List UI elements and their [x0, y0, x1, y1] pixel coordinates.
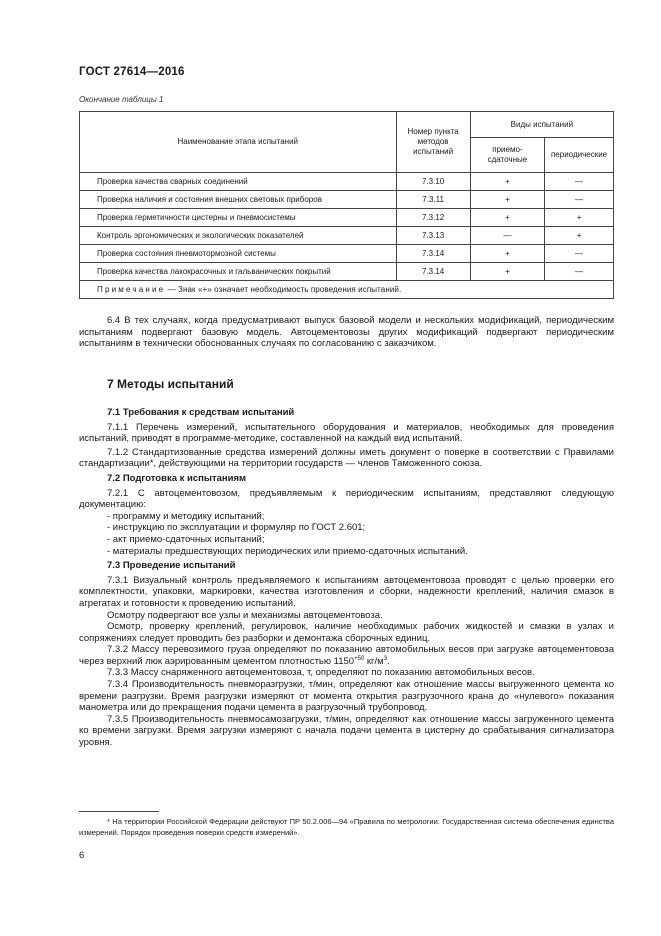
col-header-types: Виды испытаний — [470, 112, 613, 138]
col-header-name: Наименование этапа испытаний — [80, 112, 397, 173]
table-row — [80, 191, 614, 209]
section-7-title: 7 Методы испытаний — [107, 377, 234, 391]
heading-7-1: 7.1 Требования к средствам испытаний — [107, 407, 295, 418]
paragraph-7-2-1: 7.2.1 С автоцементовозом, предъявляемым к периодическим испытаниям, представляют следующую документацию: — [79, 487, 614, 511]
row-acceptance: + — [470, 245, 544, 263]
table-note-row — [80, 281, 614, 299]
row-method: 7.3.14 — [396, 263, 470, 281]
unit-exponent: 3 — [383, 655, 388, 662]
footnote-text: * На территории Российской Федерации действуют ПР 50.2.006—94 «Правила по метрологии. Государственная система обеспечения единства измерений. Порядок проведения поверки средств измерений». — [79, 817, 614, 837]
paragraph-6-4: 6.4 В тех случаях, когда предусматривают выпуск базовой модели и нескольких модификаций, периодическим испытаниям подвергают базовую модель. Автоцементовозы других модификаций подвергают периодическим испытаниям в технически обоснованных случаях по согласованию с заказчиком. — [79, 315, 614, 350]
col-header-acceptance: приемо-сдаточные — [470, 138, 544, 173]
row-method: 7.3.14 — [396, 245, 470, 263]
row-acceptance: + — [470, 173, 544, 191]
heading-7-2: 7.2 Подготовка к испытаниям — [107, 472, 247, 484]
row-name: Проверка состояния пневмотормозной системы — [80, 245, 397, 263]
row-periodic: — — [545, 245, 614, 263]
row-name: Проверка качества сварных соединений — [80, 173, 397, 191]
note-text: — Знак «+» означает необходимость проведения испытаний. — [165, 285, 402, 294]
heading-7-3: 7.3 Проведение испытаний — [107, 560, 236, 572]
row-acceptance: — — [470, 227, 544, 245]
paragraph-7-1-2: 7.1.2 Стандартизованные средства измерений должны иметь документ о поверке в соответствии с Правилами стандартизации*, действующими на территории государств — членов Таможенного союза. — [79, 446, 614, 470]
note-label: Примечание — [97, 285, 166, 294]
list-item: - инструкцию по эксплуатации и формуляр по ГОСТ 2.601; — [107, 522, 366, 534]
footnote-divider — [79, 811, 159, 812]
table-row — [80, 263, 614, 281]
p-7-3-2-unit: кг/м — [364, 655, 384, 667]
document-code: ГОСТ 27614—2016 — [79, 66, 185, 78]
list-item: - программу и методику испытаний; — [107, 510, 265, 522]
row-periodic: + — [545, 209, 614, 227]
row-name: Проверка наличия и состояния внешних световых приборов — [80, 191, 397, 209]
table-caption: Окончание таблицы 1 — [79, 95, 164, 104]
row-method: 7.3.13 — [396, 227, 470, 245]
row-acceptance: + — [470, 209, 544, 227]
row-method: 7.3.10 — [396, 173, 470, 191]
row-periodic: + — [545, 227, 614, 245]
table-row — [80, 245, 614, 263]
table-row — [80, 227, 614, 245]
col-header-method: Номер пункта методов испытаний — [396, 112, 470, 173]
row-name: Контроль эргономических и экологических показателей — [80, 227, 397, 245]
list-item: - акт приемо-сдаточных испытаний; — [107, 533, 265, 545]
paragraph-inspection-1: Осмотру подвергают все узлы и механизмы автоцементовоза. — [107, 609, 383, 621]
section-7-body — [79, 407, 614, 749]
row-method: 7.3.11 — [396, 191, 470, 209]
row-name: Проверка герметичности цистерны и пневмосистемы — [80, 209, 397, 227]
table-row — [80, 173, 614, 191]
row-acceptance: + — [470, 263, 544, 281]
paragraph-7-3-3: 7.3.3 Массу снаряженного автоцементовоза, т, определяют по показанию автомобильных весов. — [107, 667, 535, 679]
paragraph-7-3-4: 7.3.4 Производительность пневморазгрузки, т/мин, определяют как отношение массы выгруженного цемента ко времени разгрузки. Время разгрузки измеряют от момента открытия разгрузочного крана до «нулевого» показания манометра или до прекращения подачи цемента в разгрузочный трубопровод. — [79, 679, 614, 714]
paragraph-7-1-1: 7.1.1 Перечень измерений, испытательного оборудования и материалов, необходимых для проведения испытаний, приводят в программе-методике, составленной на каждый вид испытаний. — [79, 421, 614, 445]
list-item: - материалы предшествующих периодических или приемо-сдаточных испытаний. — [107, 545, 468, 557]
p-7-3-2-end: . — [387, 655, 390, 667]
paragraph-7-3-5: 7.3.5 Производительность пневмосамозагрузки, т/мин, определяют как отношение массы загруженного цемента ко времени загрузки. Время загрузки измеряют с начала подачи цемента в цистерну до срабатывания сигнализатора уровня. — [79, 713, 614, 749]
table-note — [80, 281, 614, 299]
tests-table — [79, 111, 614, 299]
p-7-3-2-text: 7.3.2 Массу перевозимого груза определяют по показанию автомобильных весов при загрузке автоцементовоза через верхний люк аэрированным цементом плотностью 1150 — [79, 644, 614, 667]
paragraph-inspection-2: Осмотр, проверку креплений, регулировок, наличие необходимых рабочих жидкостей и смазки в узлах и сопряжениях следует проводить без разборки и демонтажа сборочных единиц. — [79, 621, 614, 644]
paragraph-7-3-1: 7.3.1 Визуальный контроль предъявляемого к испытаниям автоцементовоза проводят с целью проверки его комплектности, упаковки, маркировки, качества изготовления и сборки, надежности креплений, наличия смазок в агрегатах и готовности к проведению испытаний. — [79, 574, 614, 609]
row-method: 7.3.12 — [396, 209, 470, 227]
row-acceptance: + — [470, 191, 544, 209]
col-header-periodic: периодические — [545, 138, 614, 173]
footnote — [79, 816, 614, 838]
paragraph-6-4-block — [79, 315, 614, 350]
table-row — [80, 209, 614, 227]
row-periodic: — — [545, 263, 614, 281]
row-periodic: — — [545, 173, 614, 191]
row-periodic: — — [545, 191, 614, 209]
density-tolerance: +50 — [354, 655, 365, 662]
row-name: Проверка качества лакокрасочных и гальванических покрытий — [80, 263, 397, 281]
page-number: 6 — [79, 850, 85, 861]
paragraph-7-3-2 — [79, 644, 614, 667]
